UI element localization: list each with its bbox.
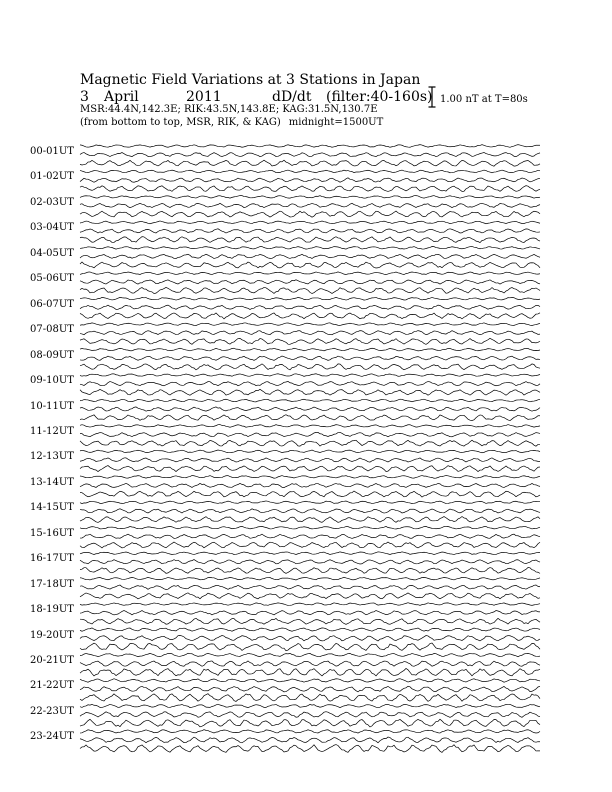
- trace-KAG-16-17UT: [80, 552, 540, 555]
- trace-MSR-22-23UT: [80, 719, 540, 727]
- date-month: April: [104, 89, 139, 105]
- trace-MSR-01-02UT: [80, 186, 540, 192]
- row-label: 19-20UT: [30, 629, 74, 641]
- trace-RIK-18-19UT: [80, 611, 540, 615]
- date-day: 3: [80, 89, 89, 105]
- trace-MSR-21-22UT: [80, 694, 540, 702]
- stations-line: MSR:44.4N,142.3E; RIK:43.5N,143.8E; KAG:31.5N,130.7E: [80, 104, 378, 115]
- trace-MSR-17-18UT: [80, 593, 540, 599]
- trace-RIK-05-06UT: [80, 280, 540, 284]
- trace-RIK-14-15UT: [80, 509, 540, 513]
- midnight-note: midnight=1500UT: [288, 117, 384, 128]
- trace-RIK-13-14UT: [80, 483, 540, 487]
- trace-KAG-12-13UT: [80, 450, 540, 453]
- row-label: 00-01UT: [30, 146, 74, 157]
- trace-RIK-17-18UT: [80, 585, 540, 589]
- row-label: 12-13UT: [30, 451, 74, 463]
- trace-MSR-20-21UT: [80, 669, 540, 676]
- trace-KAG-03-04UT: [80, 221, 540, 224]
- trace-KAG-08-09UT: [80, 348, 540, 351]
- trace-MSR-04-05UT: [80, 262, 540, 268]
- trace-RIK-00-01UT: [80, 152, 540, 156]
- row-label: 11-12UT: [30, 425, 74, 437]
- trace-KAG-05-06UT: [80, 272, 540, 275]
- trace-KAG-00-01UT: [80, 145, 540, 148]
- row-label: 05-06UT: [30, 273, 74, 285]
- row-label: 16-17UT: [30, 553, 74, 565]
- trace-RIK-23-24UT: [80, 737, 540, 743]
- trace-KAG-02-03UT: [80, 196, 540, 199]
- trace-KAG-20-21UT: [80, 653, 540, 656]
- row-label: 17-18UT: [30, 578, 74, 590]
- trace-MSR-07-08UT: [80, 338, 540, 344]
- trace-KAG-01-02UT: [80, 170, 540, 173]
- row-label: 09-10UT: [30, 375, 74, 387]
- quantity-label: dD/dt: [272, 89, 312, 105]
- trace-MSR-11-12UT: [80, 440, 540, 446]
- trace-RIK-21-22UT: [80, 686, 540, 692]
- row-label: 06-07UT: [30, 298, 74, 310]
- row-label: 21-22UT: [30, 680, 74, 692]
- trace-RIK-07-08UT: [80, 331, 540, 335]
- row-label: 13-14UT: [30, 476, 74, 488]
- trace-KAG-06-07UT: [80, 297, 540, 300]
- row-label: 03-04UT: [30, 222, 74, 234]
- date-year: 2011: [186, 89, 222, 105]
- trace-MSR-19-20UT: [80, 643, 540, 651]
- row-label: 02-03UT: [30, 196, 74, 208]
- row-label: 14-15UT: [30, 502, 74, 514]
- trace-MSR-12-13UT: [80, 466, 540, 472]
- order-note: (from bottom to top, MSR, RIK, & KAG): [80, 117, 281, 128]
- trace-KAG-11-12UT: [80, 425, 540, 428]
- trace-KAG-21-22UT: [80, 679, 540, 682]
- trace-MSR-03-04UT: [80, 237, 540, 243]
- trace-MSR-16-17UT: [80, 567, 540, 573]
- trace-KAG-07-08UT: [80, 323, 540, 326]
- trace-RIK-15-16UT: [80, 534, 540, 538]
- trace-MSR-00-01UT: [80, 160, 540, 166]
- trace-RIK-09-10UT: [80, 381, 540, 385]
- trace-KAG-18-19UT: [80, 603, 540, 606]
- trace-RIK-08-09UT: [80, 356, 540, 360]
- chart-title: Magnetic Field Variations at 3 Stations in Japan: [80, 72, 421, 88]
- trace-KAG-13-14UT: [80, 475, 540, 478]
- trace-KAG-19-20UT: [80, 628, 540, 631]
- trace-RIK-19-20UT: [80, 635, 540, 640]
- trace-RIK-03-04UT: [80, 229, 540, 233]
- scale-label: 1.00 nT at T=80s: [440, 94, 528, 105]
- trace-MSR-23-24UT: [80, 745, 540, 753]
- trace-KAG-15-16UT: [80, 526, 540, 529]
- trace-MSR-18-19UT: [80, 618, 540, 624]
- row-label: 01-02UT: [30, 171, 74, 183]
- trace-RIK-04-05UT: [80, 254, 540, 258]
- row-label: 23-24UT: [30, 731, 74, 743]
- trace-RIK-11-12UT: [80, 432, 540, 436]
- row-label: 20-21UT: [30, 655, 74, 666]
- trace-RIK-22-23UT: [80, 712, 540, 718]
- trace-MSR-06-07UT: [80, 313, 540, 319]
- trace-RIK-16-17UT: [80, 560, 540, 564]
- trace-KAG-23-24UT: [80, 730, 540, 733]
- row-label: 15-16UT: [30, 527, 74, 539]
- row-label: 04-05UT: [30, 247, 74, 259]
- trace-RIK-12-13UT: [80, 458, 540, 462]
- trace-RIK-02-03UT: [80, 203, 540, 207]
- row-label: 18-19UT: [30, 604, 74, 616]
- row-label: 08-09UT: [30, 349, 74, 361]
- trace-KAG-14-15UT: [80, 501, 540, 504]
- trace-KAG-09-10UT: [80, 374, 540, 377]
- trace-RIK-20-21UT: [80, 661, 540, 666]
- trace-MSR-14-15UT: [80, 517, 540, 523]
- row-label: 22-23UT: [30, 705, 74, 717]
- filter-label: (filter:40-160s): [326, 89, 433, 105]
- trace-MSR-10-11UT: [80, 415, 540, 421]
- trace-MSR-13-14UT: [80, 491, 540, 497]
- trace-MSR-05-06UT: [80, 287, 540, 293]
- trace-KAG-04-05UT: [80, 246, 540, 249]
- trace-MSR-02-03UT: [80, 211, 540, 217]
- row-label: 07-08UT: [30, 324, 74, 336]
- trace-KAG-17-18UT: [80, 577, 540, 580]
- trace-RIK-01-02UT: [80, 178, 540, 182]
- trace-KAG-22-23UT: [80, 704, 540, 707]
- trace-MSR-08-09UT: [80, 364, 540, 370]
- row-label: 10-11UT: [30, 400, 74, 412]
- trace-RIK-06-07UT: [80, 305, 540, 309]
- trace-MSR-09-10UT: [80, 389, 540, 395]
- trace-RIK-10-11UT: [80, 407, 540, 411]
- trace-KAG-10-11UT: [80, 399, 540, 402]
- trace-MSR-15-16UT: [80, 542, 540, 548]
